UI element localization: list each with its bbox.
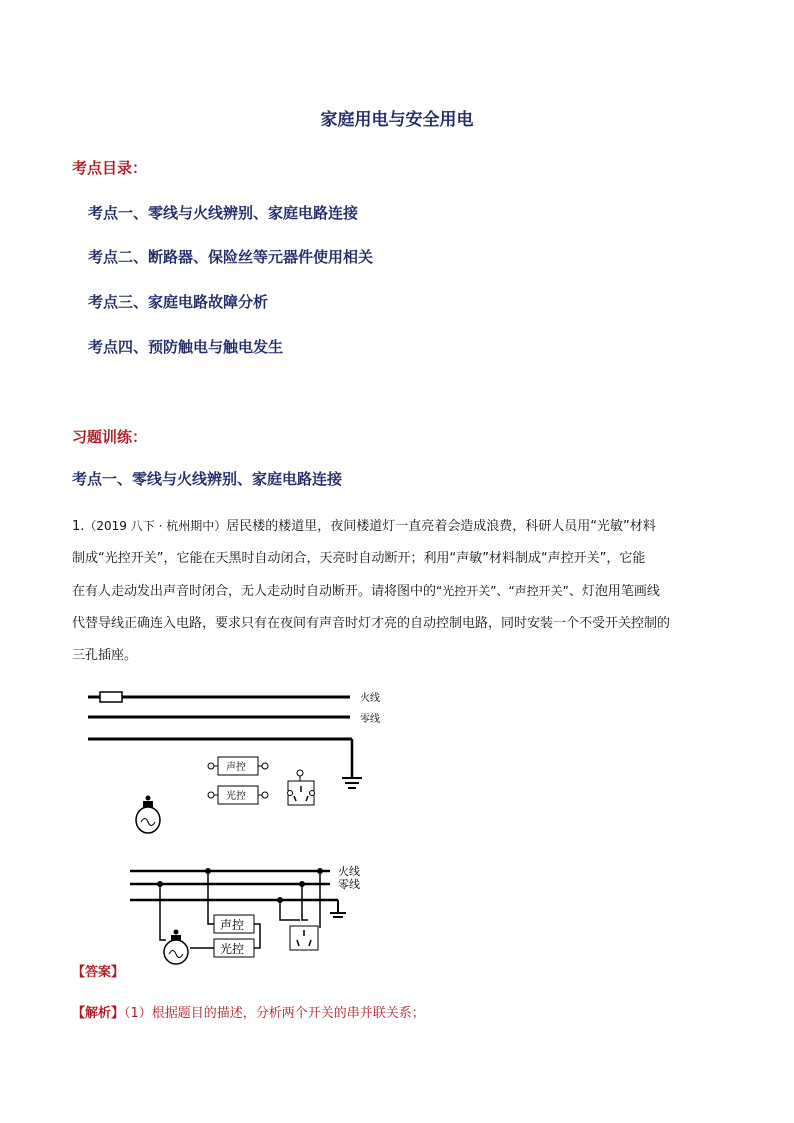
toc-item-2: 考点二、断路器、保险丝等元器件使用相关 bbox=[88, 248, 374, 266]
light-switch-box bbox=[208, 786, 268, 804]
lamp-icon bbox=[136, 796, 160, 834]
circuit-figure-answer bbox=[120, 858, 410, 968]
toc-item-4: 考点四、预防触电与触电发生 bbox=[88, 338, 284, 356]
question-1 bbox=[72, 510, 722, 672]
sound-switch-box bbox=[208, 757, 268, 775]
live-label: 火线 bbox=[338, 865, 360, 878]
question-source: （2019 八下 · 杭州期中） bbox=[84, 519, 227, 533]
socket-icon bbox=[290, 926, 318, 950]
question-text-3a: 在有人走动发出声音时闭合，无人走动时自动断开。请将图中的 bbox=[72, 584, 437, 599]
wire bbox=[208, 871, 214, 924]
socket-icon bbox=[288, 770, 315, 805]
question-line-4: 代替导线正确连入电路，要求只有在夜间有声音时灯才亮的自动控制电路，同时安装一个不受开关控制的 bbox=[72, 616, 671, 631]
light-switch-label: 光控 bbox=[220, 942, 245, 956]
question-line-3 bbox=[72, 575, 722, 608]
question-line-2: 制成“光控开关”，它能在天黑时自动闭合，天亮时自动断开；利用“声敏”材料制成“声控开关”，它能 bbox=[72, 551, 646, 566]
toc-heading: 考点目录： bbox=[72, 159, 148, 177]
fuse bbox=[100, 692, 122, 702]
wire bbox=[302, 884, 308, 920]
exercise-heading: 习题训练： bbox=[72, 428, 148, 446]
answer-label: 【答案】 bbox=[72, 965, 125, 980]
wire bbox=[254, 924, 260, 948]
question-text-3b: “光控开关”、“声控开关” bbox=[436, 584, 569, 598]
sound-switch-label: 声控 bbox=[226, 762, 246, 773]
question-line-5: 三孔插座。 bbox=[72, 648, 138, 663]
circuit-figure-unconnected bbox=[80, 680, 400, 840]
question-number: 1. bbox=[72, 519, 85, 534]
live-label: 火线 bbox=[360, 693, 380, 704]
toc-item-3: 考点三、家庭电路故障分析 bbox=[88, 293, 269, 311]
question-text-3c: 、灯泡用笔画线 bbox=[568, 584, 660, 599]
question-text-1: 居民楼的楼道里，夜间楼道灯一直亮着会造成浪费，科研人员用“光敏”材料 bbox=[226, 519, 656, 534]
section-heading: 考点一、零线与火线辨别、家庭电路连接 bbox=[72, 470, 343, 488]
wire bbox=[280, 900, 300, 920]
neutral-label: 零线 bbox=[338, 878, 360, 891]
analysis-text: （1）根据题目的描述，分析两个开关的串并联关系； bbox=[124, 1006, 425, 1021]
light-switch-label: 光控 bbox=[226, 791, 246, 802]
question-line-1 bbox=[72, 510, 722, 543]
page-title: 家庭用电与安全用电 bbox=[320, 110, 474, 130]
lamp-icon bbox=[164, 930, 188, 965]
analysis-label: 【解析】 bbox=[72, 1006, 125, 1021]
toc-item-1: 考点一、零线与火线辨别、家庭电路连接 bbox=[88, 204, 359, 222]
sound-switch-label: 声控 bbox=[220, 918, 245, 932]
neutral-label: 零线 bbox=[360, 714, 380, 725]
analysis-line bbox=[72, 1002, 425, 1021]
wire bbox=[160, 884, 166, 940]
